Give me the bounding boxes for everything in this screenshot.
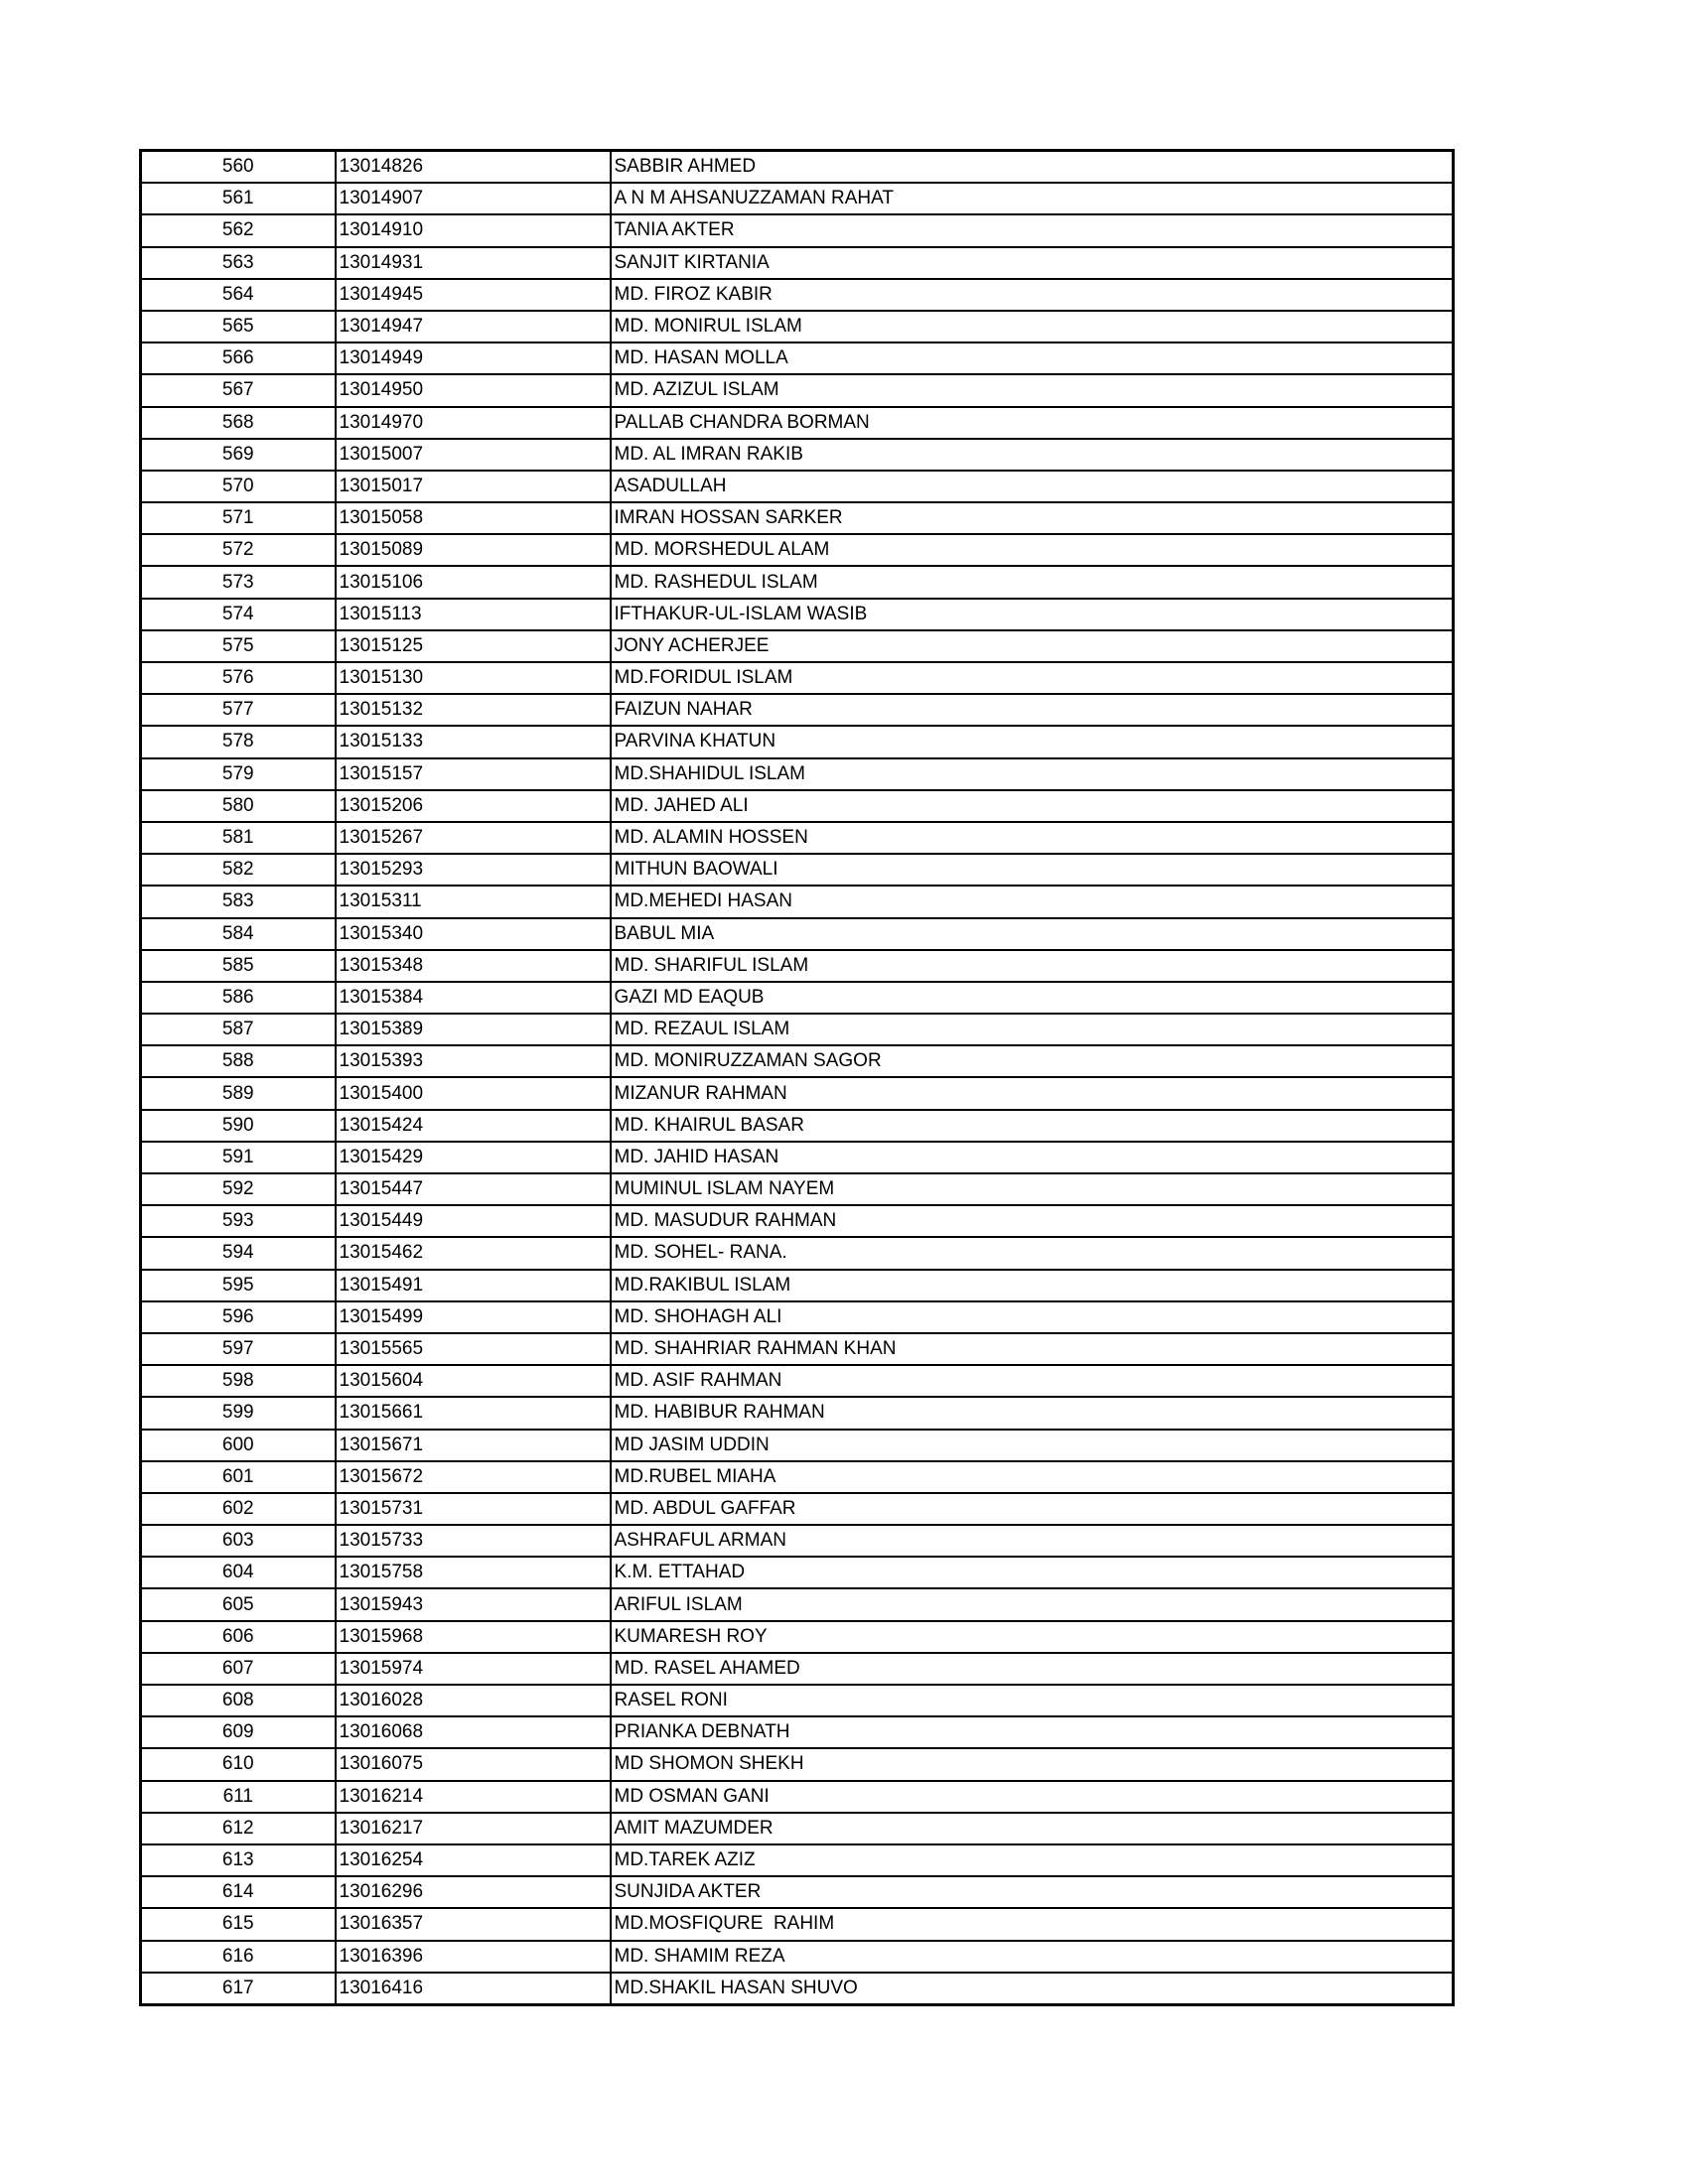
name-cell: MD. SHARIFUL ISLAM [611, 950, 1454, 982]
serial-cell: 610 [141, 1748, 336, 1780]
serial-cell: 595 [141, 1270, 336, 1301]
roll-number-cell: 13015731 [336, 1493, 611, 1525]
serial-cell: 566 [141, 342, 336, 374]
serial-cell: 615 [141, 1908, 336, 1940]
roll-number-cell: 13016068 [336, 1716, 611, 1748]
roll-number-cell: 13015565 [336, 1333, 611, 1365]
table-row [141, 854, 1454, 886]
roll-number-cell: 13015089 [336, 534, 611, 566]
table-row [141, 183, 1454, 214]
roll-number-cell: 13016416 [336, 1973, 611, 2005]
name-cell: AMIT MAZUMDER [611, 1813, 1454, 1844]
roll-number-cell: 13015311 [336, 886, 611, 917]
roll-number-cell: 13015429 [336, 1142, 611, 1173]
serial-cell: 605 [141, 1588, 336, 1620]
roll-number-cell: 13016075 [336, 1748, 611, 1780]
serial-cell: 573 [141, 566, 336, 598]
roll-number-cell: 13015133 [336, 726, 611, 757]
serial-cell: 606 [141, 1621, 336, 1653]
table-row [141, 1685, 1454, 1716]
name-cell: ARIFUL ISLAM [611, 1588, 1454, 1620]
table-row [141, 886, 1454, 917]
roll-number-cell: 13015424 [336, 1110, 611, 1142]
table-row [141, 534, 1454, 566]
serial-cell: 571 [141, 502, 336, 534]
roll-number-cell: 13015661 [336, 1397, 611, 1429]
name-cell: MD. ASIF RAHMAN [611, 1365, 1454, 1397]
table-row [141, 1205, 1454, 1237]
table-row [141, 502, 1454, 534]
roll-number-cell: 13015125 [336, 630, 611, 662]
serial-cell: 616 [141, 1941, 336, 1973]
roll-number-cell: 13015447 [336, 1173, 611, 1205]
name-cell: MD.SHAHIDUL ISLAM [611, 758, 1454, 790]
table-row [141, 1173, 1454, 1205]
name-cell: MD. KHAIRUL BASAR [611, 1110, 1454, 1142]
name-cell: MD. SHOHAGH ALI [611, 1301, 1454, 1333]
name-cell: A N M AHSANUZZAMAN RAHAT [611, 183, 1454, 214]
roll-number-cell: 13015157 [336, 758, 611, 790]
roll-number-cell: 13014950 [336, 374, 611, 406]
serial-cell: 567 [141, 374, 336, 406]
table-row [141, 918, 1454, 950]
table-row [141, 1941, 1454, 1973]
table-row [141, 439, 1454, 471]
table-row [141, 247, 1454, 279]
serial-cell: 591 [141, 1142, 336, 1173]
name-cell: MD. SOHEL- RANA. [611, 1237, 1454, 1269]
serial-cell: 582 [141, 854, 336, 886]
name-cell: TANIA AKTER [611, 214, 1454, 246]
serial-cell: 563 [141, 247, 336, 279]
serial-cell: 599 [141, 1397, 336, 1429]
serial-cell: 611 [141, 1781, 336, 1813]
roll-number-cell: 13015393 [336, 1045, 611, 1077]
roll-number-cell: 13015130 [336, 662, 611, 694]
name-cell: MD.RAKIBUL ISLAM [611, 1270, 1454, 1301]
table-row [141, 1973, 1454, 2005]
serial-cell: 607 [141, 1653, 336, 1685]
name-cell: MD. ALAMIN HOSSEN [611, 822, 1454, 854]
roll-number-cell: 13015389 [336, 1014, 611, 1045]
table-row [141, 1748, 1454, 1780]
name-cell: MD. MORSHEDUL ALAM [611, 534, 1454, 566]
name-cell: MD.SHAKIL HASAN SHUVO [614, 1977, 858, 1998]
name-cell: MD.MEHEDI HASAN [611, 886, 1454, 917]
roll-number-cell: 13015348 [336, 950, 611, 982]
table-row [141, 1813, 1454, 1844]
roll-number-cell: 13016028 [336, 1685, 611, 1716]
name-cell: ASADULLAH [611, 471, 1454, 502]
table-row [141, 566, 1454, 598]
roll-number-cell: 13015007 [336, 439, 611, 471]
table-row [141, 1493, 1454, 1525]
name-cell: MD. HABIBUR RAHMAN [611, 1397, 1454, 1429]
serial-cell: 593 [141, 1205, 336, 1237]
roll-number-cell: 13014826 [336, 151, 611, 184]
table-row [141, 599, 1454, 630]
name-cell: MD. REZAUL ISLAM [611, 1014, 1454, 1045]
roll-number-cell: 13015974 [336, 1653, 611, 1685]
table-row [141, 214, 1454, 246]
name-cell: SUNJIDA AKTER [611, 1876, 1454, 1908]
serial-cell: 569 [141, 439, 336, 471]
name-cell: MD JASIM UDDIN [611, 1430, 1454, 1461]
name-cell: MITHUN BAOWALI [611, 854, 1454, 886]
table-row [141, 1397, 1454, 1429]
candidate-list-table [139, 149, 1455, 2006]
name-cell: IFTHAKUR-UL-ISLAM WASIB [611, 599, 1454, 630]
roll-number-cell: 13014907 [336, 183, 611, 214]
serial-cell: 576 [141, 662, 336, 694]
name-cell: MD. HASAN MOLLA [611, 342, 1454, 374]
roll-number-cell: 13014931 [336, 247, 611, 279]
serial-cell: 584 [141, 918, 336, 950]
roll-number-cell: 13014910 [336, 214, 611, 246]
roll-number-cell: 13015293 [336, 854, 611, 886]
roll-number-cell: 13015340 [336, 918, 611, 950]
table-row [141, 311, 1454, 342]
table-row [141, 1876, 1454, 1908]
name-cell: MD. MONIRUL ISLAM [611, 311, 1454, 342]
serial-cell: 561 [141, 183, 336, 214]
serial-cell: 588 [141, 1045, 336, 1077]
name-cell: MD.FORIDUL ISLAM [611, 662, 1454, 694]
name-cell: MD.RUBEL MIAHA [611, 1461, 1454, 1493]
serial-cell: 598 [141, 1365, 336, 1397]
name-cell: MD. RASHEDUL ISLAM [611, 566, 1454, 598]
serial-cell: 568 [141, 407, 336, 439]
table-row [141, 1365, 1454, 1397]
name-cell: MIZANUR RAHMAN [611, 1077, 1454, 1109]
serial-cell: 603 [141, 1525, 336, 1557]
table-row [141, 1844, 1454, 1876]
serial-cell: 575 [141, 630, 336, 662]
serial-cell: 613 [141, 1844, 336, 1876]
table-row [141, 1461, 1454, 1493]
serial-cell: 580 [141, 790, 336, 822]
table-row [141, 374, 1454, 406]
table-row [141, 758, 1454, 790]
table-row [141, 1716, 1454, 1748]
roll-number-cell: 13015968 [336, 1621, 611, 1653]
roll-number-cell: 13015106 [336, 566, 611, 598]
roll-number-cell: 13015758 [336, 1557, 611, 1588]
name-cell: MD. MASUDUR RAHMAN [611, 1205, 1454, 1237]
roll-number-cell: 13015462 [336, 1237, 611, 1269]
serial-cell: 597 [141, 1333, 336, 1365]
table-row [141, 662, 1454, 694]
serial-cell: 600 [141, 1430, 336, 1461]
name-cell: PALLAB CHANDRA BORMAN [611, 407, 1454, 439]
name-cell: MD. AZIZUL ISLAM [611, 374, 1454, 406]
serial-cell: 596 [141, 1301, 336, 1333]
table-row [141, 1333, 1454, 1365]
roll-number-cell: 13016396 [336, 1941, 611, 1973]
serial-cell: 583 [141, 886, 336, 917]
table-row [141, 694, 1454, 726]
roll-number-cell: 13014949 [336, 342, 611, 374]
name-cell: MD. MONIRUZZAMAN SAGOR [611, 1045, 1454, 1077]
roll-number-cell: 13016254 [336, 1844, 611, 1876]
name-cell: SANJIT KIRTANIA [611, 247, 1454, 279]
serial-cell: 589 [141, 1077, 336, 1109]
name-cell: GAZI MD EAQUB [611, 982, 1454, 1014]
name-cell: MD. FIROZ KABIR [611, 279, 1454, 311]
table-row [141, 1077, 1454, 1109]
roll-number-cell: 13015400 [336, 1077, 611, 1109]
roll-number-cell: 13014947 [336, 311, 611, 342]
name-cell: MD. RASEL AHAMED [611, 1653, 1454, 1685]
serial-cell: 585 [141, 950, 336, 982]
table-row [141, 726, 1454, 757]
table-row [141, 1301, 1454, 1333]
serial-cell: 572 [141, 534, 336, 566]
table-row [141, 1270, 1454, 1301]
name-cell: MD. SHAMIM REZA [611, 1941, 1454, 1973]
roll-number-cell: 13015058 [336, 502, 611, 534]
table-row [141, 1014, 1454, 1045]
table-row [141, 1430, 1454, 1461]
name-cell: PARVINA KHATUN [611, 726, 1454, 757]
serial-cell: 614 [141, 1876, 336, 1908]
roll-number-cell: 13015267 [336, 822, 611, 854]
serial-cell: 592 [141, 1173, 336, 1205]
name-cell: MD. JAHED ALI [611, 790, 1454, 822]
name-cell: ASHRAFUL ARMAN [611, 1525, 1454, 1557]
roll-number-cell: 13014945 [336, 279, 611, 311]
serial-cell: 578 [141, 726, 336, 757]
table-row [141, 1237, 1454, 1269]
table-row [141, 342, 1454, 374]
roll-number-cell: 13015113 [336, 599, 611, 630]
serial-cell: 594 [141, 1237, 336, 1269]
roll-number-cell: 13016214 [336, 1781, 611, 1813]
serial-cell: 604 [141, 1557, 336, 1588]
serial-cell: 562 [141, 214, 336, 246]
name-cell: MD. ABDUL GAFFAR [611, 1493, 1454, 1525]
serial-cell: 590 [141, 1110, 336, 1142]
serial-cell: 602 [141, 1493, 336, 1525]
table-row [141, 1142, 1454, 1173]
table-row [141, 407, 1454, 439]
name-cell: MD.TAREK AZIZ [611, 1844, 1454, 1876]
table-row [141, 151, 1454, 184]
name-cell: MUMINUL ISLAM NAYEM [611, 1173, 1454, 1205]
roll-number-cell: 13015384 [336, 982, 611, 1014]
roll-number-cell: 13015604 [336, 1365, 611, 1397]
name-cell: MD.MOSFIQURE RAHIM [611, 1908, 1454, 1940]
roll-number-cell: 13015943 [336, 1588, 611, 1620]
serial-cell: 577 [141, 694, 336, 726]
table-row [141, 822, 1454, 854]
table-row [141, 1621, 1454, 1653]
name-cell: IMRAN HOSSAN SARKER [611, 502, 1454, 534]
roll-number-cell: 13015491 [336, 1270, 611, 1301]
name-cell: MD. JAHID HASAN [611, 1142, 1454, 1173]
name-cell: FAIZUN NAHAR [611, 694, 1454, 726]
table-row [141, 950, 1454, 982]
name-cell: BABUL MIA [611, 918, 1454, 950]
name-cell: JONY ACHERJEE [611, 630, 1454, 662]
name-cell: PRIANKA DEBNATH [611, 1716, 1454, 1748]
table-row [141, 1110, 1454, 1142]
serial-cell: 565 [141, 311, 336, 342]
table-row [141, 279, 1454, 311]
name-cell: MD. SHAHRIAR RAHMAN KHAN [611, 1333, 1454, 1365]
serial-cell: 581 [141, 822, 336, 854]
table-row [141, 630, 1454, 662]
serial-cell: 608 [141, 1685, 336, 1716]
name-cell: K.M. ETTAHAD [611, 1557, 1454, 1588]
name-cell: KUMARESH ROY [611, 1621, 1454, 1653]
roll-number-cell: 13015733 [336, 1525, 611, 1557]
roll-number-cell: 13015672 [336, 1461, 611, 1493]
table-row [141, 1908, 1454, 1940]
name-cell: MD SHOMON SHEKH [611, 1748, 1454, 1780]
roll-number-cell: 13016217 [336, 1813, 611, 1844]
serial-cell: 587 [141, 1014, 336, 1045]
table-row [141, 1525, 1454, 1557]
name-cell: RASEL RONI [611, 1685, 1454, 1716]
serial-cell: 586 [141, 982, 336, 1014]
serial-cell: 574 [141, 599, 336, 630]
name-cell: MD OSMAN GANI [611, 1781, 1454, 1813]
roll-number-cell: 13015206 [336, 790, 611, 822]
serial-cell: 564 [141, 279, 336, 311]
roll-number-cell: 13016357 [336, 1908, 611, 1940]
table-row [141, 1781, 1454, 1813]
name-cell: MD. AL IMRAN RAKIB [611, 439, 1454, 471]
table-row [141, 1557, 1454, 1588]
table-row [141, 471, 1454, 502]
roll-number-cell: 13015499 [336, 1301, 611, 1333]
serial-cell: 560 [141, 151, 336, 184]
serial-cell: 570 [141, 471, 336, 502]
name-cell: SABBIR AHMED [611, 151, 1454, 184]
roll-number-cell: 13015017 [336, 471, 611, 502]
table-row [141, 1588, 1454, 1620]
roll-number-cell: 13015132 [336, 694, 611, 726]
roll-number-cell: 13016296 [336, 1876, 611, 1908]
candidate-list-body [141, 151, 1454, 2005]
serial-cell: 579 [141, 758, 336, 790]
serial-cell: 612 [141, 1813, 336, 1844]
table-row [141, 790, 1454, 822]
table-row [141, 1653, 1454, 1685]
serial-cell: 609 [141, 1716, 336, 1748]
roll-number-cell: 13015671 [336, 1430, 611, 1461]
roll-number-cell: 13014970 [336, 407, 611, 439]
table-row [141, 1045, 1454, 1077]
table-row [141, 982, 1454, 1014]
roll-number-cell: 13015449 [336, 1205, 611, 1237]
serial-cell: 617 [141, 1973, 336, 2005]
serial-cell: 601 [141, 1461, 336, 1493]
